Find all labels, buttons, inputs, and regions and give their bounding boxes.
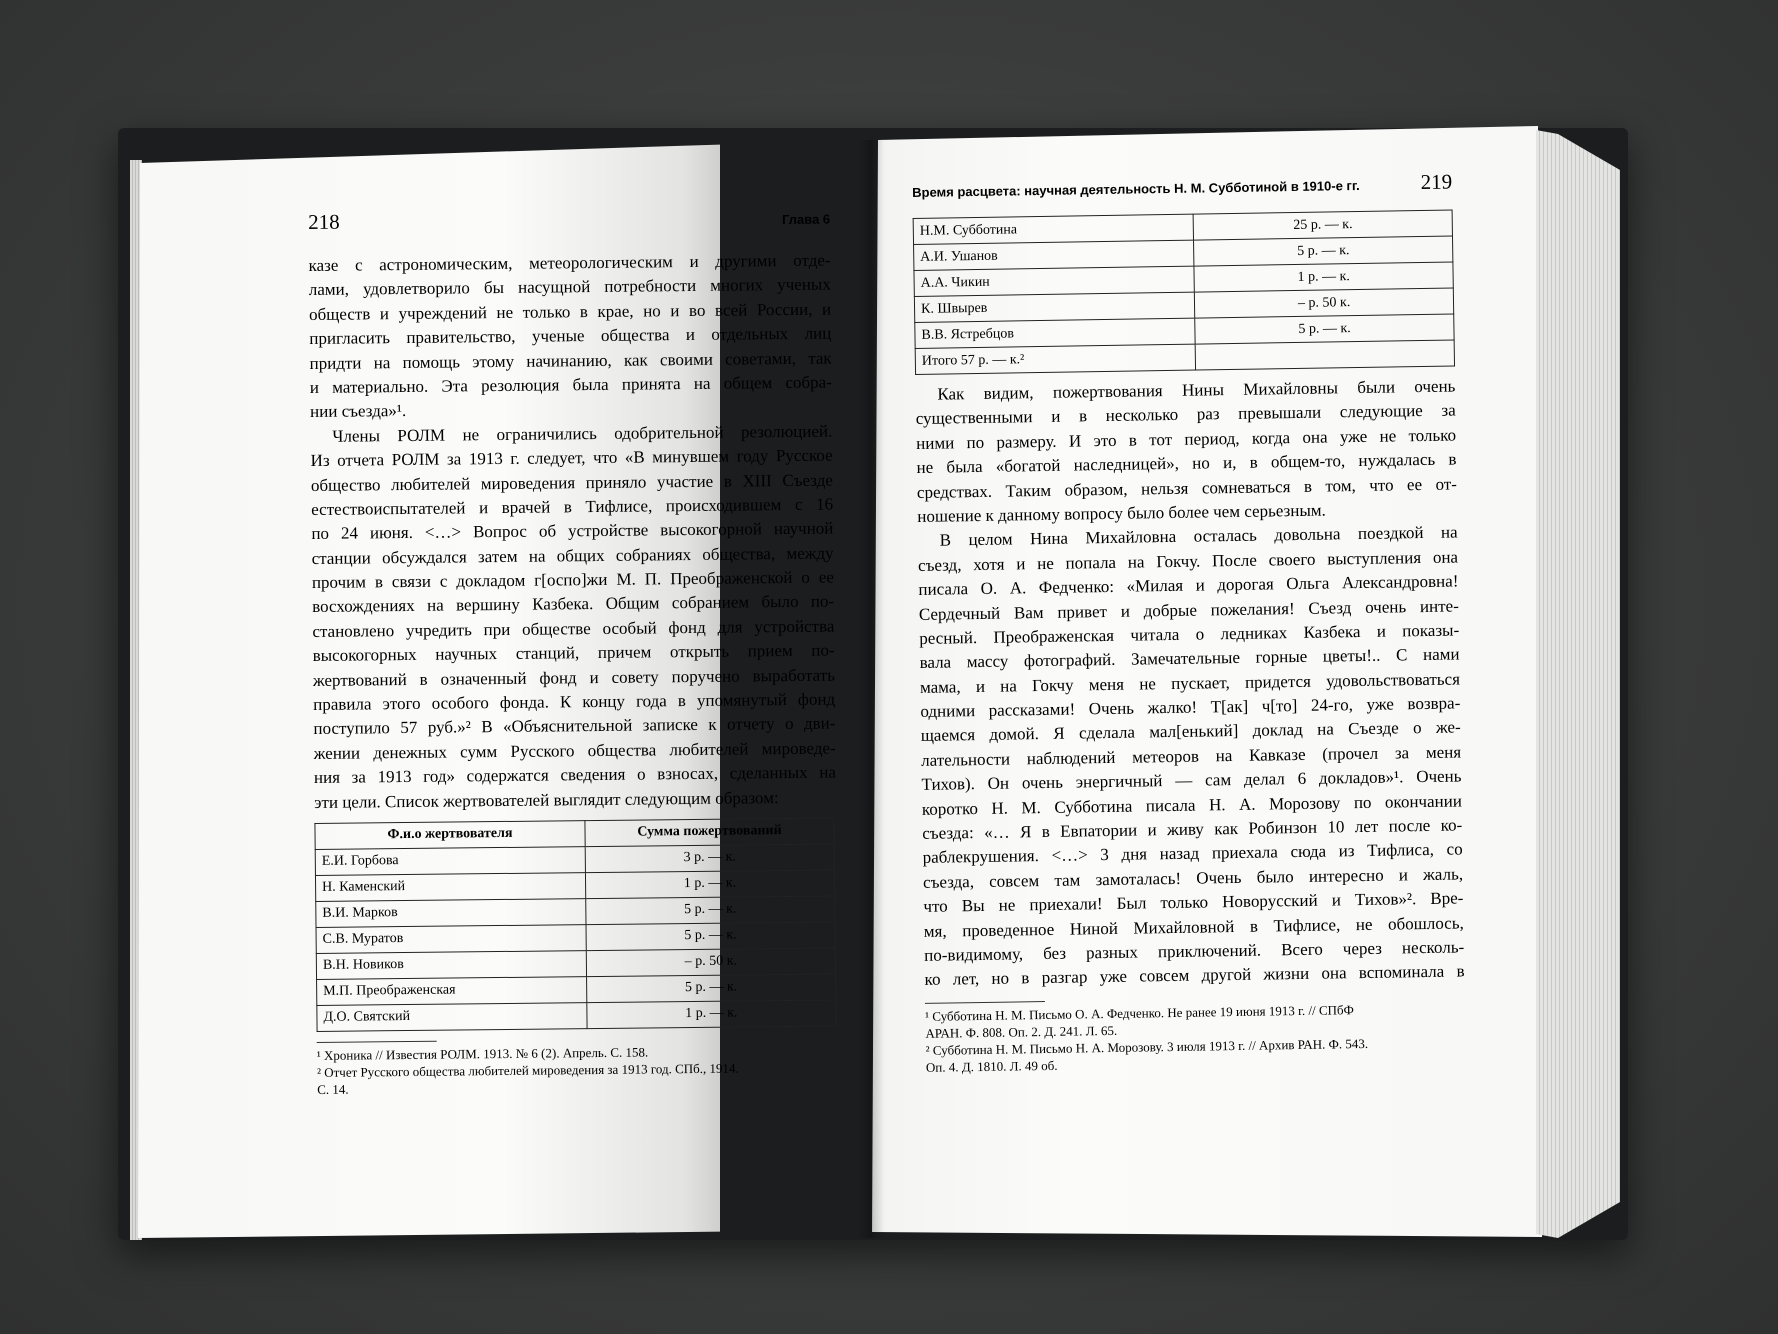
table-cell: В.В. Ястребцов — [915, 318, 1196, 348]
table-cell: С.В. Муратов — [316, 925, 586, 954]
table-cell: 25 р. — к. — [1193, 210, 1452, 240]
text-line: жении денежных сумм Русского общества любителей мироведе- — [313, 738, 836, 763]
text-line: Как видим, пожертвования Нины Михайловны были очень — [937, 376, 1456, 404]
right-page-content — [912, 170, 1466, 1076]
text-line: одними рассказами! Очень жалко! Т[ак] ч[то] 24-го, уже возвра- — [920, 693, 1461, 722]
text-line: по 24 июня. <…> Вопрос об устройстве высокогорной научной — [311, 518, 834, 544]
table-cell: 1 р. — к. — [1194, 262, 1453, 292]
donors-table-continued — [913, 210, 1455, 375]
text-line: не была «богатой наследницей», но и, в общем-то, нуждалась в — [916, 449, 1457, 478]
text-line: общество любителей мироведения приняло участие в XIII Съезде — [310, 470, 833, 495]
text-line: что Вы не приехали! Был только Новорусский и Тихов»². Вре- — [923, 888, 1464, 917]
text-line: ния за 1913 год» содержатся сведения о взносах, сделанных на — [313, 762, 837, 788]
left-footnotes — [317, 1041, 840, 1097]
text-line: коротко Н. М. Субботина писала Н. А. Морозову по окончании — [921, 791, 1462, 819]
table-cell: 5 р. — к. — [1195, 314, 1454, 344]
text-line: станции обсуждался затем на общих собраниях общества, между — [311, 543, 834, 568]
text-line: Члены РОЛМ не ограничились одобрительной резолюцией. — [332, 421, 833, 446]
text-line: съезда: «… Я в Евпатории и живу как Робинзон 10 лет после ко- — [922, 815, 1463, 843]
text-line: Сердечный Вам привет и добрые пожелания! Съезд очень инте- — [918, 595, 1459, 624]
footnote: ¹ Хроника // Известия РОЛМ. 1913. № 6 (2). Апрель. С. 158. — [316, 1044, 649, 1063]
footnote: С. 14. — [317, 1081, 349, 1097]
table-cell: 5 р. — к. — [586, 896, 835, 925]
text-line: правила этого особого фонда. К концу года в упомянутый фонд — [313, 689, 836, 715]
table-cell: Н.М. Субботина — [913, 214, 1194, 244]
table-row — [317, 1000, 836, 1031]
right-body-text — [915, 374, 1465, 992]
left-page-content — [308, 205, 839, 1098]
text-line: казе с астрономическим, метеорологическим и другими отде- — [308, 250, 831, 275]
table-cell: 1 р. — к. — [587, 1000, 836, 1029]
table-cell: 1 р. — к. — [585, 870, 834, 899]
table-header-cell: Ф.и.о жертвователя — [315, 821, 585, 850]
table-cell: – р. 50 к. — [586, 948, 835, 977]
text-line: ко лет, но в разгар уже совсем другой жизни она вспоминала в — [924, 961, 1465, 990]
footnote: Оп. 4. Д. 1810. Л. 49 об. — [925, 1057, 1058, 1075]
text-line: существенными и в несколько раз превышали следующие за — [915, 400, 1456, 429]
table-cell: Н. Каменский — [315, 873, 585, 902]
text-line: съезд, хотя и не попала на Гокчу. После своего выступления она — [917, 547, 1459, 575]
text-line: придти на помощь этому начинанию, как своими советами, так — [309, 348, 832, 373]
table-total-cell: Итого 57 р. — к.² — [915, 344, 1196, 374]
text-line: восхождениях на вершину Казбека. Общим собранием было по- — [312, 591, 835, 617]
table-cell: 5 р. — к. — [586, 974, 835, 1003]
table-header-cell: Сумма пожертвований — [585, 818, 834, 847]
text-line: поступило 57 руб.»² В «Объяснительной записке к отчету о дви- — [313, 713, 836, 739]
footnote: ² Отчет Русского общества любителей мироведения за 1913 год. СПб., 1914. — [316, 1060, 739, 1080]
footnote-rule — [925, 1001, 1045, 1004]
text-line: нии съезда»¹. — [310, 401, 407, 422]
text-line: ношение к данному вопросу было более чем серьезным. — [917, 500, 1326, 526]
donors-table — [314, 818, 836, 1032]
table-cell: Е.И. Горбова — [315, 847, 585, 876]
table-cell: – р. 50 к. — [1195, 288, 1454, 318]
table-cell: А.И. Ушанов — [914, 240, 1195, 270]
text-line: жертвований в означенный фонд и совету поручено выработать — [312, 665, 835, 690]
text-line: ресный. Преображенская читала о ледниках Казбека и показы- — [919, 620, 1460, 648]
left-running-head: Глава 6 — [781, 211, 831, 228]
text-line: средствах. Таким образом, нельзя сомневаться в том, что ее от- — [916, 474, 1458, 502]
text-line: лами, удовлетворило бы насущной потребности многих ученых — [308, 274, 831, 300]
footnote-rule — [317, 1041, 437, 1043]
text-line: щаемся домой. Я сделала мал[енький] доклад на Съезде о же- — [920, 717, 1461, 746]
text-line: писала О. А. Федченко: «Милая и дорогая Ольга Александровна! — [918, 571, 1459, 600]
left-body-text — [308, 249, 836, 815]
text-line: Из отчета РОЛМ за 1913 г. следует, что «В минувшем году Русское — [310, 445, 833, 471]
text-line: эти цели. Список жертвователей выглядит следующим образом: — [314, 787, 779, 812]
table-cell: 5 р. — к. — [586, 922, 835, 951]
text-line: обществ и учреждений не только в крае, но и во всей России, и — [308, 299, 832, 324]
text-line: пригласить правительство, ученые общества и отдельных лиц — [309, 323, 832, 349]
right-page-number: 219 — [1420, 169, 1453, 195]
text-line: естествоиспытателей и врачей в Тифлисе, происходившем с 16 — [311, 494, 834, 519]
text-line: В целом Нина Михайловна осталась довольна поездкой на — [939, 522, 1458, 550]
right-footnotes — [925, 999, 1466, 1075]
text-line: лательности наблюдений метеоров на Кавказе (прочел за меня — [920, 742, 1462, 770]
right-running-head: Время расцвета: научная деятельность Н. М. Субботиной в 1910-е гг. — [912, 177, 1360, 200]
text-line: прочим в связи с докладом г[оспо]жи М. П. Преображенской о ее — [311, 567, 834, 593]
book-gutter — [858, 140, 884, 1238]
text-line: вала массу фотографий. Замечательные горные цветы!.. С нами — [919, 644, 1460, 673]
footnote: ¹ Субботина Н. М. Письмо О. А. Федченко. Не ранее 19 июня 1913 г. // СПбФ — [925, 1001, 1354, 1024]
text-line: мя, проведенное Ниной Михайловной в Тифлисе, не обошлось, — [923, 913, 1464, 941]
text-line: высокогорных научных станций, причем открыть прием по- — [312, 640, 835, 666]
right-page-edges — [1536, 130, 1620, 1242]
text-line: мама, и на Гокчу меня не пускает, придется удовольствоваться — [919, 669, 1461, 697]
footnote: ² Субботина Н. М. Письмо Н. А. Морозову. 3 июля 1913 г. // Архив РАН. Ф. 543. — [925, 1035, 1369, 1058]
table-cell: 5 р. — к. — [1194, 236, 1453, 266]
table-cell: В.Н. Новиков — [316, 951, 586, 980]
table-cell: Д.О. Святский — [317, 1003, 587, 1032]
table-cell: А.А. Чикин — [914, 266, 1195, 296]
table-cell-empty — [1195, 340, 1454, 370]
text-line: съезда, совсем там замоталась! Очень было интересно и жаль, — [922, 864, 1464, 892]
text-line: раблекрушения. <…> 3 дня назад приехала сюда из Тифлиса, со — [922, 839, 1463, 868]
text-line: и материально. Эта резолюция была принята на общем собра- — [309, 372, 832, 397]
left-page-number: 218 — [308, 209, 340, 234]
text-line: по-видимому, без разных приключений. Всего через несколь- — [924, 937, 1465, 965]
text-line: ними по размеру. И это в тот период, когда она уже не только — [916, 425, 1457, 453]
footnote: АРАН. Ф. 808. Оп. 2. Д. 241. Л. 65. — [925, 1022, 1118, 1041]
table-cell: 3 р. — к. — [585, 844, 834, 873]
table-cell: К. Швырев — [914, 292, 1195, 322]
table-cell: М.П. Преображенская — [317, 977, 587, 1006]
table-cell: В.И. Марков — [316, 899, 586, 928]
text-line: становлено учредить при обществе особый фонд для устройства — [312, 616, 835, 641]
text-line: Тихов). Он очень энергичный — сам делал 6 докладов»¹. Очень — [921, 766, 1462, 795]
